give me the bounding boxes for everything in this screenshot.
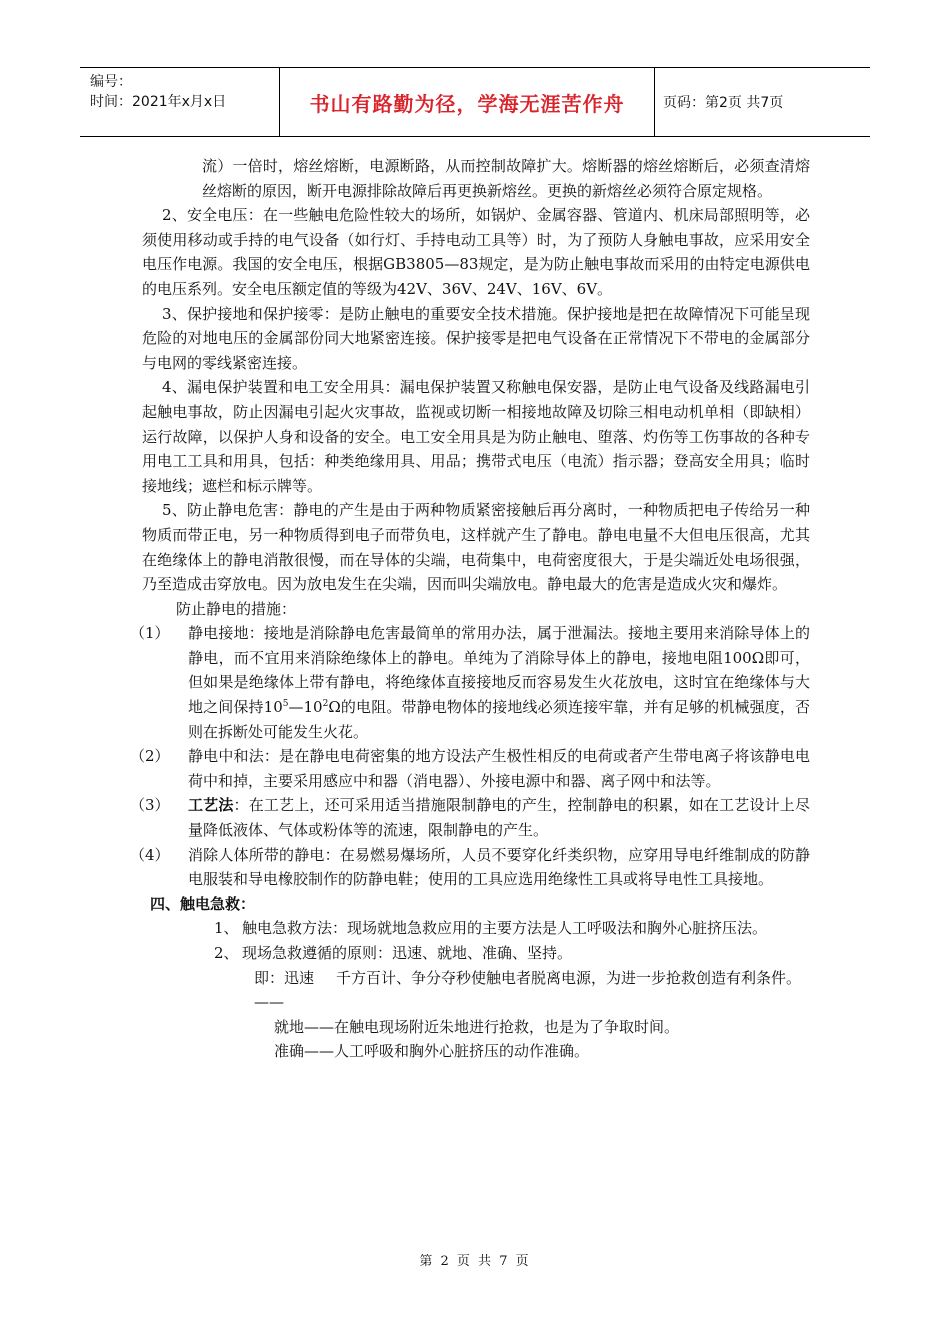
principle-onsite: 就地——在触电现场附近朱地进行抢救，也是为了争取时间。 [274, 1017, 680, 1036]
first-aid-text: 触电急救方法：现场就地急救应用的主要方法是人工呼吸法和胸外心脏挤压法。 [242, 919, 768, 938]
page-header [80, 67, 870, 137]
section-4-title: 四、触电急救： [150, 894, 256, 913]
page-footer: 第 2 页 共 7 页 [419, 1254, 531, 1269]
paragraph-leakage-protection: 4、漏电保护装置和电工安全用具：漏电保护装置又称触电保安器，是防止电气设备及线路漏电引起触电事故，防止因漏电引起火灾事故，监视或切断一相接地故障及切除三相电动机单相（即缺相）运行故障，以保护人身和设备的安全。电工安全用具是为防止触电、堕落、灼伤等工伤事故的各种专用电工工具和用具，包括：种类绝缘用具、用品；携带式电压（电流）指示器；登高安全用具；临时接地线；遮栏和标示牌等。 [142, 378, 810, 495]
paragraph-safe-voltage: 2、安全电压：在一些触电危险性较大的场所，如锅炉、金属容器、管道内、机床局部照明等，必须使用移动或手持的电气设备（如行灯、手持电动工具等）时，为了预防人身触电事故，应采用安全电压作电源。我国的安全电压，根据GB3805—83规定，是为防止触电事故而采用的由特定电源供电的电压系列。安全电压额定值的等级为42V、36V、24V、16V、6V。 [142, 206, 810, 298]
principle-text: 千方百计、争分夺秒使触电者脱离电源，为进一步抢救创造有利条件。 [336, 968, 802, 987]
first-aid-number: 2、 [214, 944, 239, 962]
measure-item-3 [130, 793, 810, 842]
measure-text: 消除人体所带的静电：在易燃易爆场所，人员不要穿化纤类织物，应穿用导电纤维制成的防静电服装和导电橡胶制作的防静电鞋；使用的工具应选用绝缘性工具或将导电性工具接地。 [188, 845, 810, 889]
header-page-label: 页码：第2页 共7页 [663, 95, 784, 111]
measure-item-4 [130, 843, 810, 892]
measure-item-1 [130, 621, 810, 744]
doc-number-label: 编号： [90, 74, 132, 90]
header-meta [80, 68, 280, 136]
measures-title: 防止静电的措施： [176, 599, 297, 618]
principle-lead: 即：迅速—— [254, 968, 315, 1012]
paragraph-continuation: 流）一倍时，熔丝熔断，电源断路，从而控制故障扩大。熔断器的熔丝熔断后，必须查清熔丝熔断的原因，断开电源排除故障后再更换新熔丝。更换的新熔丝必须符合原定规格。 [202, 157, 810, 200]
doc-date-label: 时间：2021年x月x日 [90, 94, 227, 110]
measure-text: 静电中和法：是在静电电荷密集的地方设法产生极性相反的电荷或者产生带电离子将该静电电荷中和掉，主要采用感应中和器（消电器）、外接电源中和器、离子网中和法等。 [188, 747, 810, 790]
measure-text: 工艺法：在工艺上，还可采用适当措施限制静电的产生，控制静电的积累，如在工艺设计上尽量降低液体、气体或粉体等的流速，限制静电的产生。 [188, 796, 810, 840]
first-aid-item-2 [214, 941, 810, 966]
header-motto: 书山有路勤为径，学海无涯苦作舟 [280, 68, 655, 136]
principle-accuracy: 准确——人工呼吸和胸外心脏挤压的动作准确。 [274, 1042, 590, 1061]
paragraph-static-hazard: 5、防止静电危害：静电的产生是由于两种物质紧密接触后再分离时，一种物质把电子传给另一种物质而带正电，另一种物质得到电子而带负电，这样就产生了静电。静电电量不大但电压很高，尤其在绝缘体上的静电消散很慢，而在导体的尖端，电荷集中，电荷密度很大，于是尖端近处电场很强，乃至造成击穿放电。因为放电发生在尖端，因而叫尖端放电。静电最大的危害是造成火灾和爆炸。 [142, 501, 810, 594]
document-body [130, 154, 810, 1064]
paragraph-grounding: 3、保护接地和保护接零：是防止触电的重要安全技术措施。保护接地是把在故障情况下可能呈现危险的对地电压的金属部份同大地紧密连接。保护接零是把电气设备在正常情况下不带电的金属部分与电网的零线紧密连接。 [142, 304, 810, 372]
measure-item-2 [130, 744, 810, 793]
measure-number: （3） [130, 796, 170, 815]
principle-speed [254, 966, 810, 1015]
first-aid-item-1 [214, 916, 810, 941]
measure-text: 静电接地：接地是消除静电危害最简单的常用办法，属于泄漏法。接地主要用来消除导体上的静电，而不宜用来消除绝缘体上的静电。单纯为了消除导体上的静电，接地电阻100Ω即可，但如果是绝缘体上带有静电，将绝缘体直接接地反而容易发生火花放电，这时宜在绝缘体与大地之间保持$10^5—10^2\Omega$的电阻。带静电物体的接地线必须连接牢靠，并有足够的机械强度，否则在拆断处可能发生火花。 [188, 624, 810, 741]
measure-number: （1） [130, 624, 170, 643]
first-aid-number: 1、 [214, 919, 239, 938]
measure-number: （2） [130, 747, 170, 766]
measure-number: （4） [130, 845, 170, 864]
first-aid-text: 现场急救遵循的原则：迅速、就地、准确、坚持。 [242, 944, 573, 962]
